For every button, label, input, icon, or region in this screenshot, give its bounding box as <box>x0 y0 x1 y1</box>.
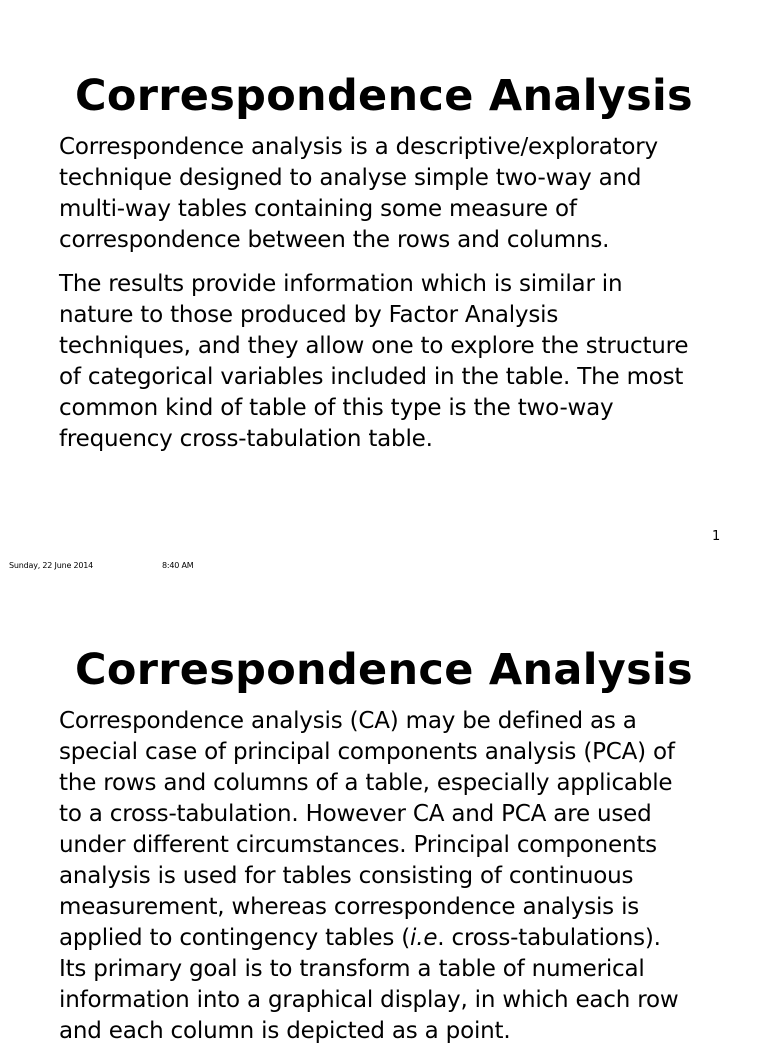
footer-time: 8:40 AM <box>162 561 194 570</box>
paragraph-text-start: Correspondence analysis (CA) may be defined as a special case of principal components analysis (PCA) of the rows and columns of a table, especially applicable to a cross-tabulation. However CA and PCA are used under different circumstances. Principal components analysis is used for tables consisting of continuous measurement, whereas correspondence analysis is applied to contingency tables ( <box>59 708 675 951</box>
slide-2 <box>0 600 768 1044</box>
slide-2-title: Correspondence Analysis <box>75 645 693 695</box>
paragraph-text-end: . cross-tabulations). Its primary goal is to transform a table of numerical information into a graphical display, in which each row and each column is depicted as a point. <box>59 925 679 1044</box>
slide-1-paragraph-1: Correspondence analysis is a descriptive/exploratory technique designed to analyse simple two-way and multi-way tables containing some measure of correspondence between the rows and columns. <box>59 134 658 253</box>
footer-date: Sunday, 22 June 2014 <box>9 561 94 570</box>
slide-1-paragraph-2: The results provide information which is similar in nature to those produced by Factor Analysis techniques, and they allow one to explore the structure of categorical variables included in the table. The most common kind of table of this type is the two-way frequency cross-tabulation table. <box>59 271 689 452</box>
slide-1-title: Correspondence Analysis <box>75 71 693 121</box>
ie-abbreviation: i.e <box>410 925 438 951</box>
slide-2-paragraph <box>59 706 749 1047</box>
page-number: 1 <box>712 529 721 544</box>
